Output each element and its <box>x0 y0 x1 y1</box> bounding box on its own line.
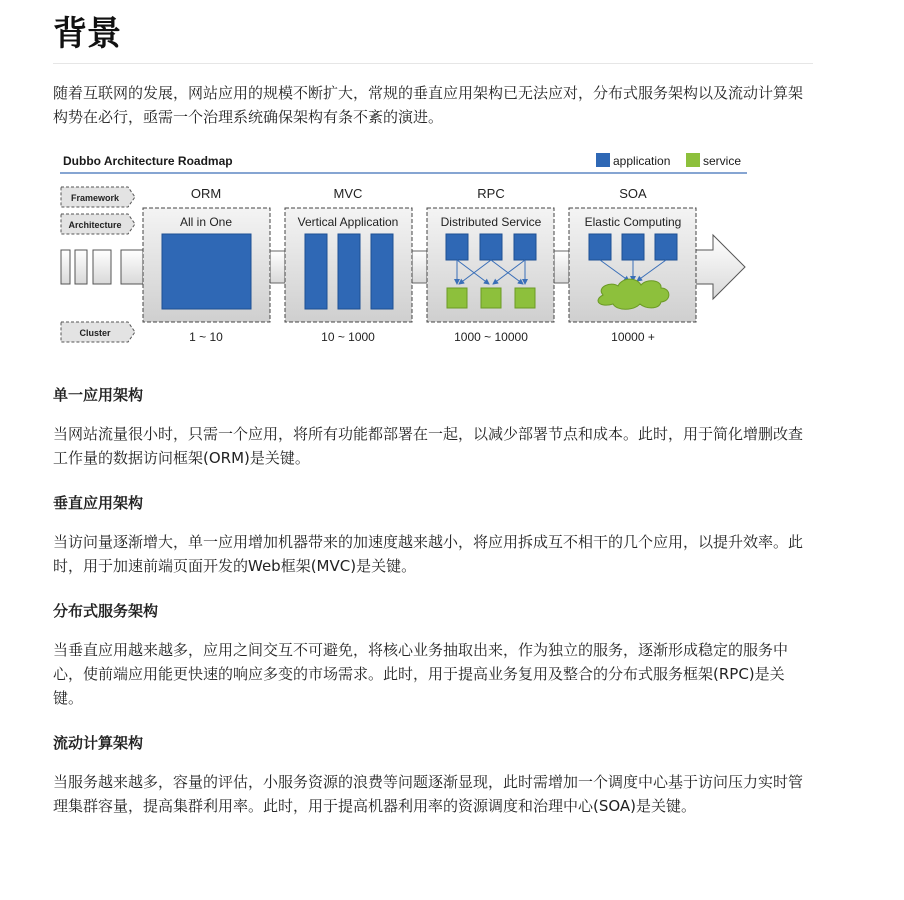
intro-paragraph: 随着互联网的发展，网站应用的规模不断扩大，常规的垂直应用架构已无法应对，分布式服务架构以及流动计算架构势在必行，亟需一个治理系统确保架构有条不紊的演进。 <box>53 84 804 126</box>
application-block <box>446 234 468 260</box>
section-heading-elastic-computing: 流动计算架构 <box>53 734 144 752</box>
service-block <box>447 288 467 308</box>
section-heading-single-app: 单一应用架构 <box>53 386 144 404</box>
application-block <box>622 234 644 260</box>
section-body-single-app: 当网站流量很小时，只需一个应用，将所有功能都部署在一起，以减少部署节点和成本。此时，用于简化增删改查工作量的数据访问框架(ORM)是关键。 <box>53 425 804 467</box>
section-heading-vertical-app: 垂直应用架构 <box>53 494 144 512</box>
pipe-segment <box>75 250 87 284</box>
pipe-connector <box>412 251 427 283</box>
stage-soa-framework: SOA <box>619 186 647 201</box>
stage-soa-cluster: 10000 + <box>611 330 655 344</box>
application-block <box>589 234 611 260</box>
stage-mvc-architecture: Vertical Application <box>297 215 399 229</box>
legend-application-label: application <box>613 154 671 168</box>
stage-soa-architecture: Elastic Computing <box>584 215 682 229</box>
pipe-connector <box>270 251 285 283</box>
pipe-connector <box>554 251 569 283</box>
application-block <box>514 234 536 260</box>
section-body-vertical-app: 当访问量逐渐增大，单一应用增加机器带来的加速度越来越小，将应用拆成互不相干的几个应用，以提升效率。此时，用于加速前端页面开发的Web框架(MVC)是关键。 <box>53 533 804 575</box>
section-body-distributed-service: 当垂直应用越来越多，应用之间交互不可避免，将核心业务抽取出来，作为独立的服务，逐渐形成稳定的服务中心，使前端应用能更快速的响应多变的市场需求。此时，用于提高业务复用及整合的分布式服务框架(RPC)是关键。 <box>53 641 789 707</box>
stage-orm-framework: ORM <box>190 186 222 201</box>
pipe-segment <box>61 250 70 284</box>
stage-rpc-architecture: Distributed Service <box>440 215 542 229</box>
legend-service-swatch <box>686 153 700 167</box>
legend-application-swatch <box>596 153 610 167</box>
service-block <box>515 288 535 308</box>
application-block <box>480 234 502 260</box>
pipe-segment <box>93 250 111 284</box>
stage-orm-cluster: 1 ~ 10 <box>189 330 223 344</box>
cluster-tag-label: Cluster <box>79 328 111 338</box>
architecture-tag-label: Architecture <box>68 220 122 230</box>
application-block <box>371 234 393 309</box>
stage-mvc-cluster: 10 ~ 1000 <box>321 330 375 344</box>
stage-rpc-cluster: 1000 ~ 10000 <box>454 330 528 344</box>
application-block <box>338 234 360 309</box>
roadmap-arrow-head <box>695 235 745 299</box>
page-title: 背景 <box>53 14 121 54</box>
section-heading-distributed-service: 分布式服务架构 <box>53 602 159 620</box>
diagram-title: Dubbo Architecture Roadmap <box>63 154 233 168</box>
service-block <box>481 288 501 308</box>
architecture-roadmap-diagram <box>55 147 755 356</box>
framework-tag-label: Framework <box>70 193 120 203</box>
stage-orm-architecture: All in One <box>179 215 233 229</box>
legend-service-label: service <box>703 154 742 168</box>
stage-mvc-framework: MVC <box>333 186 363 201</box>
application-block <box>162 234 251 309</box>
title-divider <box>53 63 813 64</box>
section-body-elastic-computing: 当服务越来越多，容量的评估，小服务资源的浪费等问题逐渐显现，此时需增加一个调度中心基于访问压力实时管理集群容量，提高集群利用率。此时，用于提高机器利用率的资源调度和治理中心(SOA)是关键。 <box>53 773 804 815</box>
pipe-segment <box>121 250 143 284</box>
stage-rpc-framework: RPC <box>477 186 505 201</box>
application-block <box>305 234 327 309</box>
application-block <box>655 234 677 260</box>
